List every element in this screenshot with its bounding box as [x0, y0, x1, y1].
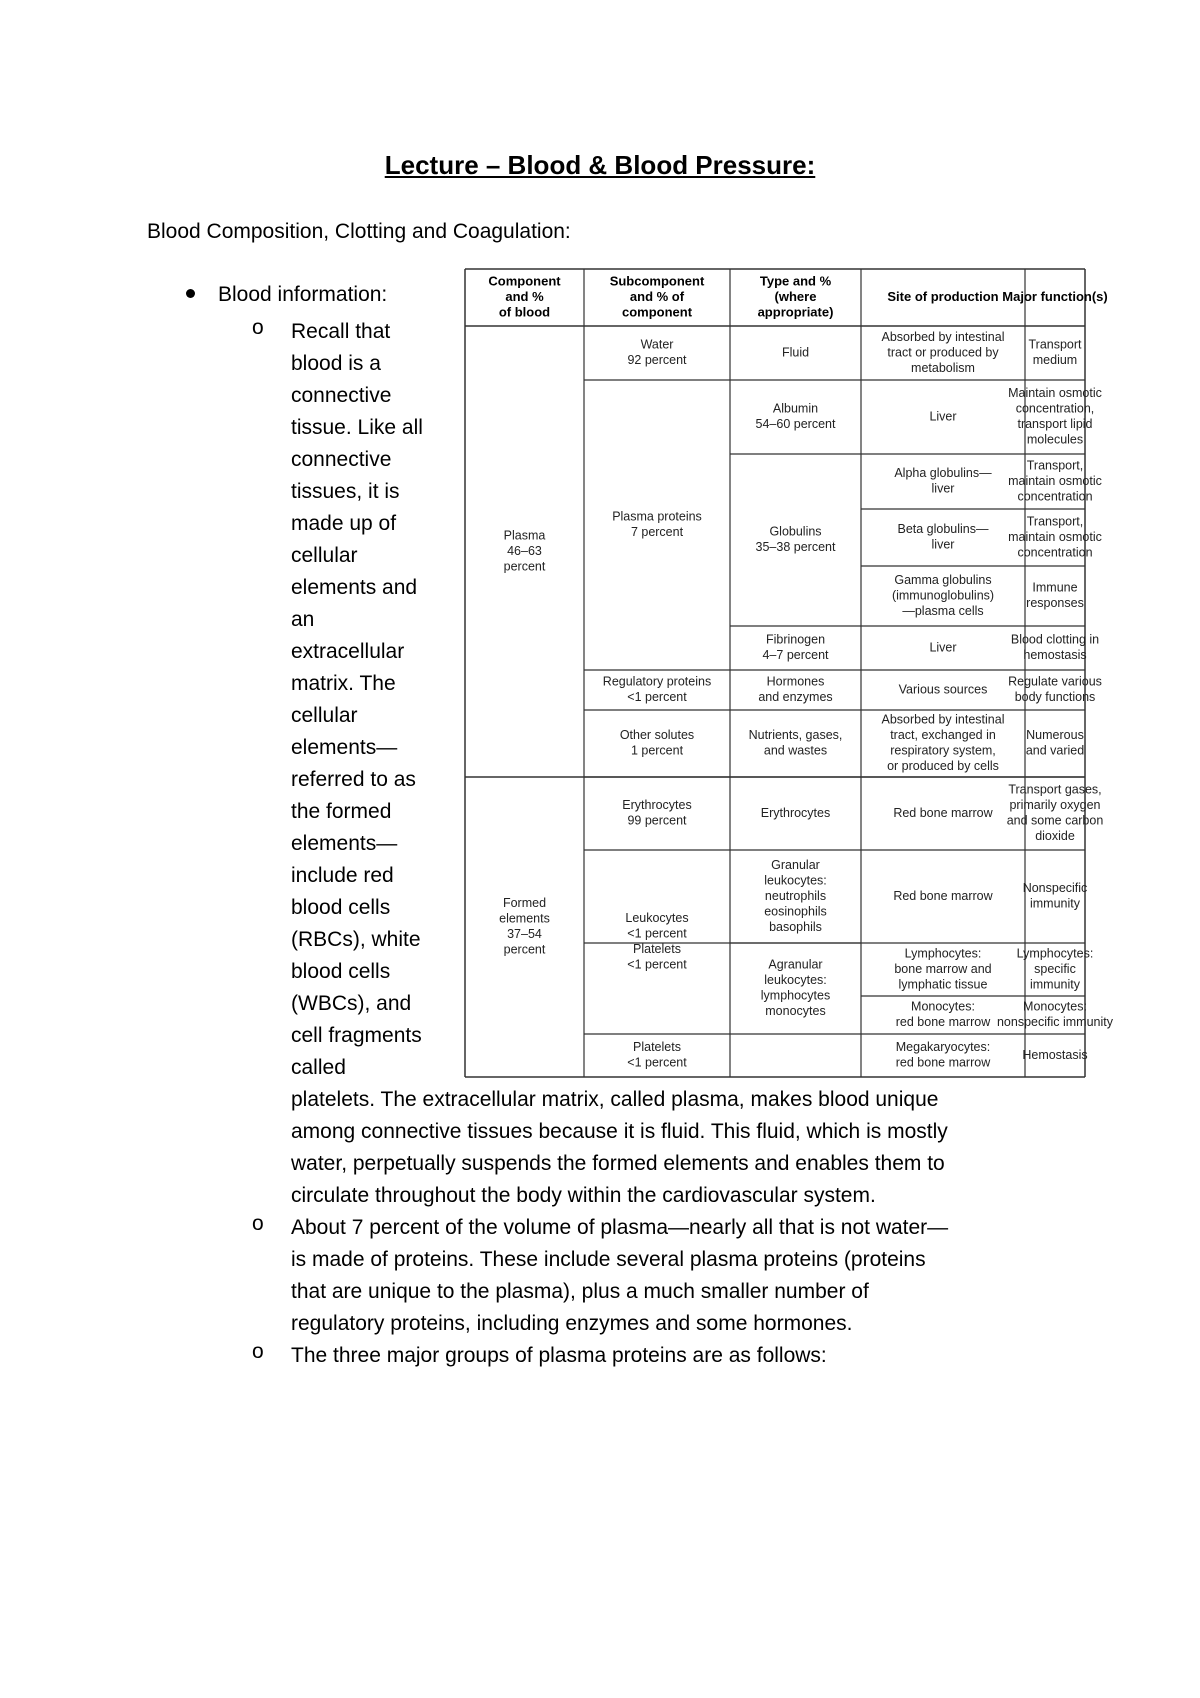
table-cell-text: Lymphocytes: [904, 946, 982, 961]
table-cell-text: leukocytes: [764, 973, 827, 988]
table-cell-text: and varied [1025, 743, 1085, 758]
table-cell-text: Hemostasis [1022, 1047, 1088, 1062]
text-line: include red [291, 864, 394, 887]
table-cell-text: concentration [1017, 489, 1093, 504]
sub-bullet-1-continuation [291, 1084, 1091, 1212]
table-cell-text: Monocytes: [1023, 999, 1087, 1014]
table-cell-text: Liver [929, 409, 957, 424]
table-header: (where [774, 288, 817, 304]
table-cell-text: Megakaryocytes: [895, 1040, 991, 1055]
component-plasma: 46–63 [507, 543, 542, 558]
sub-bullet-2-text [291, 1212, 1091, 1340]
table-cell-text: Lymphocytes: [1016, 946, 1094, 961]
table-header: and % of [629, 288, 685, 304]
component-formed-elements: percent [503, 942, 546, 957]
table-cell-text: transport lipid [1017, 417, 1093, 432]
table-cell-text: 35–38 percent [755, 540, 836, 555]
text-line: (RBCs), white [291, 928, 421, 951]
text-line: regulatory proteins, including enzymes and some hormones. [291, 1312, 853, 1335]
table-cell-text: Other solutes [619, 728, 695, 743]
table-cell-text: Hormones [766, 674, 825, 689]
table-cell-text: Red bone marrow [893, 888, 993, 903]
table-header: component [621, 304, 693, 320]
text-line: elements— [291, 832, 398, 855]
text-line: extracellular [291, 640, 405, 663]
table-cell-text: Erythrocytes [622, 798, 692, 813]
table-cell-text: or produced by cells [887, 759, 999, 774]
table-cell-text: tract or produced by [887, 345, 999, 360]
text-line: About 7 percent of the volume of plasma—nearly all that is not water— [291, 1216, 949, 1239]
table-cell-text: red bone marrow [895, 1055, 991, 1070]
table-cell-text: medium [1032, 353, 1078, 368]
table-cell-text: basophils [769, 919, 822, 934]
table-cell-text: <1 percent [627, 957, 687, 972]
table-cell-text: maintain osmotic [1008, 473, 1102, 488]
table-cell-text: Immune [1032, 580, 1078, 595]
table-cell-text: <1 percent [627, 926, 687, 941]
text-line: that are unique to the plasma), plus a much smaller number of [291, 1280, 869, 1303]
table-cell-text: Maintain osmotic [1008, 386, 1102, 401]
text-line: platelets. The extracellular matrix, called plasma, makes blood unique [291, 1088, 939, 1111]
component-formed-elements: elements [499, 911, 550, 926]
table-cell-text: Fluid [781, 345, 810, 360]
table-header: Type and % [759, 273, 832, 289]
table-cell-text: Transport, [1026, 514, 1084, 529]
sub-bullet-marker: o [252, 1340, 264, 1363]
table-cell-text: Platelets [633, 1040, 681, 1055]
table-cell-text: concentration [1017, 545, 1093, 560]
text-line: Recall that [291, 320, 391, 343]
sub-bullet-marker: o [252, 1212, 264, 1235]
table-cell-text: nonspecific immunity [996, 1015, 1114, 1030]
component-plasma: Plasma [503, 528, 546, 543]
table-cell-text: Absorbed by intestinal [881, 329, 1005, 344]
text-line: elements— [291, 736, 398, 759]
table-cell-text: red bone marrow [895, 1015, 991, 1030]
text-line: blood is a [291, 352, 381, 375]
text-line: blood cells [291, 896, 391, 919]
component-plasma: percent [503, 559, 546, 574]
table-cell-text: liver [931, 537, 955, 552]
table-cell-text: Fibrinogen [765, 632, 826, 647]
table-cell-text: 7 percent [630, 525, 684, 540]
table-cell-text: bone marrow and [894, 961, 992, 976]
table-cell-text: Plasma proteins [612, 509, 702, 524]
table-cell-text: Agranular [768, 957, 823, 972]
table-cell-text: and wastes [763, 743, 828, 758]
text-line: elements and [291, 576, 418, 599]
bullet-marker [186, 289, 195, 298]
table-cell-text: immunity [1029, 896, 1081, 911]
table-header: Site of production [887, 288, 999, 304]
table-cell-text: monocytes [765, 1004, 826, 1019]
bullet-label: Blood information: [218, 283, 388, 306]
text-line: cellular [291, 704, 358, 727]
text-line: made up of [291, 512, 397, 535]
table-cell-text: primarily oxygen [1009, 798, 1101, 813]
table-cell-text: 92 percent [627, 353, 687, 368]
text-line: circulate throughout the body within the cardiovascular system. [291, 1184, 876, 1207]
table-cell-text: hemostasis [1023, 648, 1087, 663]
table-cell-text: Gamma globulins [894, 572, 992, 587]
table-cell-text: Regulate various [1008, 674, 1102, 689]
table-cell-text: liver [931, 481, 955, 496]
table-cell-text: Leukocytes [625, 911, 689, 926]
table-cell-text: body functions [1014, 690, 1096, 705]
text-line: water, perpetually suspends the formed elements and enables them to [291, 1152, 945, 1175]
table-cell-text: Blood clotting in [1010, 632, 1100, 647]
table-cell-text: Water [640, 337, 674, 352]
component-formed-elements: 37–54 [507, 927, 542, 942]
table-cell-text: and some carbon [1006, 813, 1104, 828]
table-cell-text: 1 percent [630, 743, 684, 758]
table-cell-text: Albumin [772, 401, 819, 416]
section-heading: Blood Composition, Clotting and Coagulation: [147, 220, 571, 243]
text-line: is made of proteins. These include several plasma proteins (proteins [291, 1248, 926, 1271]
table-header: Component [488, 273, 561, 289]
text-line: among connective tissues because it is fluid. This fluid, which is mostly [291, 1120, 948, 1143]
table-cell-text: Beta globulins— [897, 522, 989, 537]
table-cell-text: concentration, [1015, 401, 1095, 416]
table-graphic [465, 269, 1114, 1077]
table-header: appropriate) [757, 304, 834, 320]
text-line: The three major groups of plasma proteins are as follows: [291, 1344, 827, 1367]
table-cell-text: tract, exchanged in [890, 728, 996, 743]
text-line: connective [291, 384, 392, 407]
table-cell-text: Alpha globulins— [894, 466, 992, 481]
table-cell-text: specific [1034, 961, 1076, 976]
page-title: Lecture – Blood & Blood Pressure: [384, 150, 816, 180]
table-cell-text: dioxide [1035, 829, 1075, 844]
text-line: matrix. The [291, 672, 396, 695]
table-cell-text: immunity [1029, 977, 1081, 992]
table-cell-text: Globulins [769, 524, 822, 539]
table-cell-text: Absorbed by intestinal [881, 712, 1005, 727]
table-cell-text: 99 percent [627, 813, 687, 828]
text-line: tissue. Like all [291, 416, 423, 439]
table-header: Major function(s) [1002, 288, 1108, 304]
text-line: cellular [291, 544, 358, 567]
component-formed-elements: Formed [502, 896, 547, 911]
table-cell-text: Liver [929, 640, 957, 655]
table-cell-text: (immunoglobulins) [891, 588, 995, 603]
table-cell-text: 4–7 percent [762, 648, 829, 663]
table-cell-text: Nutrients, gases, [748, 728, 843, 743]
table-cell-text: <1 percent [627, 1055, 687, 1070]
table-cell-text: Numerous [1026, 728, 1084, 743]
text-line: blood cells [291, 960, 391, 983]
text-line: referred to as [291, 768, 416, 791]
sub-bullet-marker: o [252, 316, 264, 339]
table-cell-text: Transport, [1026, 458, 1084, 473]
text-line: tissues, it is [291, 480, 400, 503]
table-cell-text: Erythrocytes [760, 805, 831, 820]
table-cell-text: responses [1026, 596, 1084, 611]
table-cell-text: lymphocytes [760, 988, 831, 1003]
table-cell-text: —plasma cells [902, 603, 984, 618]
table-cell-text: 54–60 percent [755, 417, 836, 432]
table-cell-text: molecules [1026, 432, 1084, 447]
sub-bullet-1-wrapped-text [291, 316, 461, 1084]
table-cell-text: Granular [771, 857, 820, 872]
text-line: the formed [291, 800, 392, 823]
table-cell-text: lymphatic tissue [898, 977, 988, 992]
table-cell-text: <1 percent [627, 690, 687, 705]
text-line: an [291, 608, 315, 631]
table-cell-text: and enzymes [758, 690, 833, 705]
text-line: connective [291, 448, 392, 471]
text-line: (WBCs), and [291, 992, 412, 1015]
table-cell-text: Nonspecific [1022, 881, 1088, 896]
text-line: called [291, 1056, 346, 1079]
text-line: cell fragments [291, 1024, 422, 1047]
table-header: and % [505, 288, 544, 304]
table-cell-text: Red bone marrow [893, 805, 993, 820]
table-cell-text: Monocytes: [911, 999, 975, 1014]
table-cell-text: leukocytes: [764, 873, 827, 888]
table-cell-text: Regulatory proteins [602, 674, 712, 689]
blood-composition-table [465, 269, 1114, 1077]
sub-bullet-3-text [291, 1340, 1091, 1372]
table-cell-text: respiratory system, [890, 743, 996, 758]
table-header: of blood [498, 304, 551, 320]
table-cell-text: Transport gases, [1008, 782, 1102, 797]
table-cell-text: Platelets [633, 942, 681, 957]
table-cell-text: neutrophils [764, 888, 827, 903]
table-cell-text: maintain osmotic [1008, 529, 1102, 544]
table-cell-text: Transport [1028, 337, 1082, 352]
table-cell-text: eosinophils [764, 904, 827, 919]
table-cell-text: Various sources [898, 682, 988, 697]
table-header: Subcomponent [609, 273, 705, 289]
table-cell-text: metabolism [911, 360, 975, 375]
